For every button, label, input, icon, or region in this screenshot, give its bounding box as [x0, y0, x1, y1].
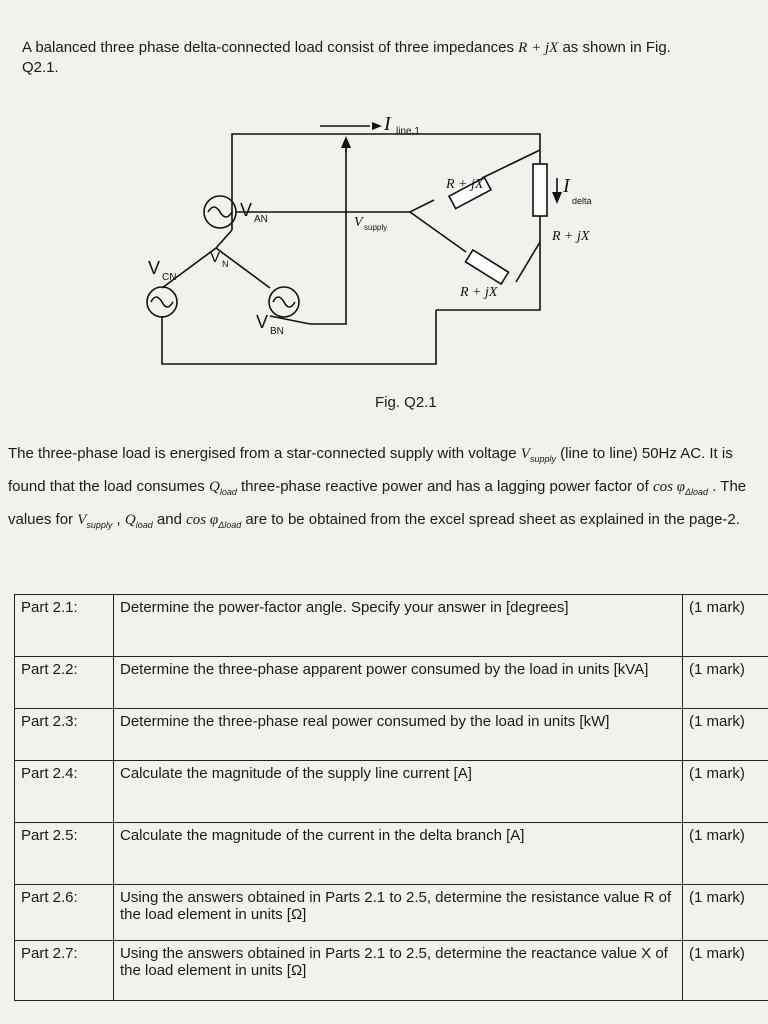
- para-text-4: . The values for: [8, 478, 747, 528]
- source-bn: [269, 287, 299, 317]
- table-row: [15, 709, 768, 761]
- part-text: Determine the three-phase apparent power consumed by the load in units [kVA]: [114, 657, 683, 709]
- table-row: [15, 823, 768, 885]
- v-n-sub: N: [222, 259, 229, 269]
- figure-caption: Fig. Q2.1: [375, 394, 437, 411]
- part-text: Using the answers obtained in Parts 2.1 to 2.5, determine the reactance value X of the load element in units [Ω]: [114, 941, 683, 1001]
- impedance-right: [533, 164, 547, 216]
- source-an: [204, 196, 236, 228]
- i-delta-sub: delta: [572, 196, 592, 206]
- circuit-diagram: [120, 112, 640, 382]
- part-mark: (1 mark): [683, 657, 768, 709]
- part-text: Calculate the magnitude of the current in the delta branch [A]: [114, 823, 683, 885]
- table-row: [15, 761, 768, 823]
- intro-line1: A balanced three phase delta-connected load consist of three impedances: [22, 39, 514, 56]
- part-text: Determine the three-phase real power consumed by the load in units [kW]: [114, 709, 683, 761]
- table-row: [15, 657, 768, 709]
- z-right-label: R + jX: [552, 229, 590, 244]
- para-v-supply-2-sub: supply: [86, 520, 113, 530]
- impedance-bottom: [465, 250, 508, 284]
- intro-impedance: R + jX: [518, 40, 559, 56]
- v-bn-sub: BN: [270, 326, 284, 337]
- para-q-load-2-sub: load: [135, 520, 153, 530]
- table-row: [15, 941, 768, 1001]
- para-text-1: The three-phase load is energised from a star-connected supply with voltage: [8, 445, 517, 462]
- i-delta-label: I: [563, 175, 570, 197]
- v-supply-label: V: [354, 215, 363, 230]
- para-q-load-sub: load: [219, 487, 237, 497]
- part-text: Using the answers obtained in Parts 2.1 to 2.5, determine the resistance value R of the load element in units [Ω]: [114, 885, 683, 941]
- para-v-supply-sub: supply: [529, 454, 556, 464]
- para-q-load-2: Q: [124, 512, 136, 528]
- v-an-label: V: [240, 200, 253, 220]
- part-label: Part 2.3:: [15, 709, 114, 761]
- intro-line2: Q2.1.: [22, 59, 59, 76]
- part-label: Part 2.1:: [15, 595, 114, 657]
- part-mark: (1 mark): [683, 823, 768, 885]
- part-label: Part 2.5:: [15, 823, 114, 885]
- part-mark: (1 mark): [683, 885, 768, 941]
- table-row: [15, 595, 768, 657]
- z-top-label: R + jX: [446, 177, 484, 192]
- para-text-3: three-phase reactive power and has a lagging power factor of: [236, 478, 653, 495]
- para-v-supply: V: [520, 446, 530, 462]
- i-line-label: I: [384, 113, 391, 135]
- parts-table: [14, 594, 768, 1001]
- para-q-load: Q: [208, 479, 220, 495]
- part-text: Calculate the magnitude of the supply line current [A]: [114, 761, 683, 823]
- v-an-sub: AN: [254, 214, 268, 225]
- v-supply-sub: supply: [364, 223, 388, 232]
- para-text-2: (line to line) 50Hz AC. It is found that the load consumes: [8, 445, 733, 495]
- para-cos-phi-2-sub: Δload: [218, 520, 242, 530]
- v-cn-sub: CN: [162, 272, 177, 283]
- para-cos-phi: cos φ: [652, 479, 685, 495]
- part-mark: (1 mark): [683, 761, 768, 823]
- intro-text: [22, 38, 742, 77]
- part-label: Part 2.2:: [15, 657, 114, 709]
- part-mark: (1 mark): [683, 595, 768, 657]
- problem-paragraph: [8, 440, 760, 539]
- table-row: [15, 885, 768, 941]
- part-label: Part 2.7:: [15, 941, 114, 1001]
- para-cos-phi-sub: Δload: [684, 487, 709, 497]
- para-and: and: [152, 511, 187, 528]
- part-text: Determine the power-factor angle. Specify your answer in [degrees]: [114, 595, 683, 657]
- i-line-sub: line,1: [396, 126, 420, 137]
- para-v-supply-2: V: [77, 512, 87, 528]
- v-cn-label: V: [148, 258, 161, 278]
- part-mark: (1 mark): [683, 709, 768, 761]
- v-bn-label: V: [256, 312, 269, 332]
- v-n-label: V: [210, 249, 221, 266]
- para-sep: ,: [112, 511, 125, 528]
- source-cn: [147, 287, 177, 317]
- intro-line1-end: as shown in Fig.: [558, 39, 671, 56]
- part-label: Part 2.6:: [15, 885, 114, 941]
- part-label: Part 2.4:: [15, 761, 114, 823]
- z-bottom-label: R + jX: [460, 285, 498, 300]
- para-text-5: are to be obtained from the excel spread sheet as explained in the page-2.: [241, 511, 740, 528]
- para-cos-phi-2: cos φ: [186, 512, 219, 528]
- part-mark: (1 mark): [683, 941, 768, 1001]
